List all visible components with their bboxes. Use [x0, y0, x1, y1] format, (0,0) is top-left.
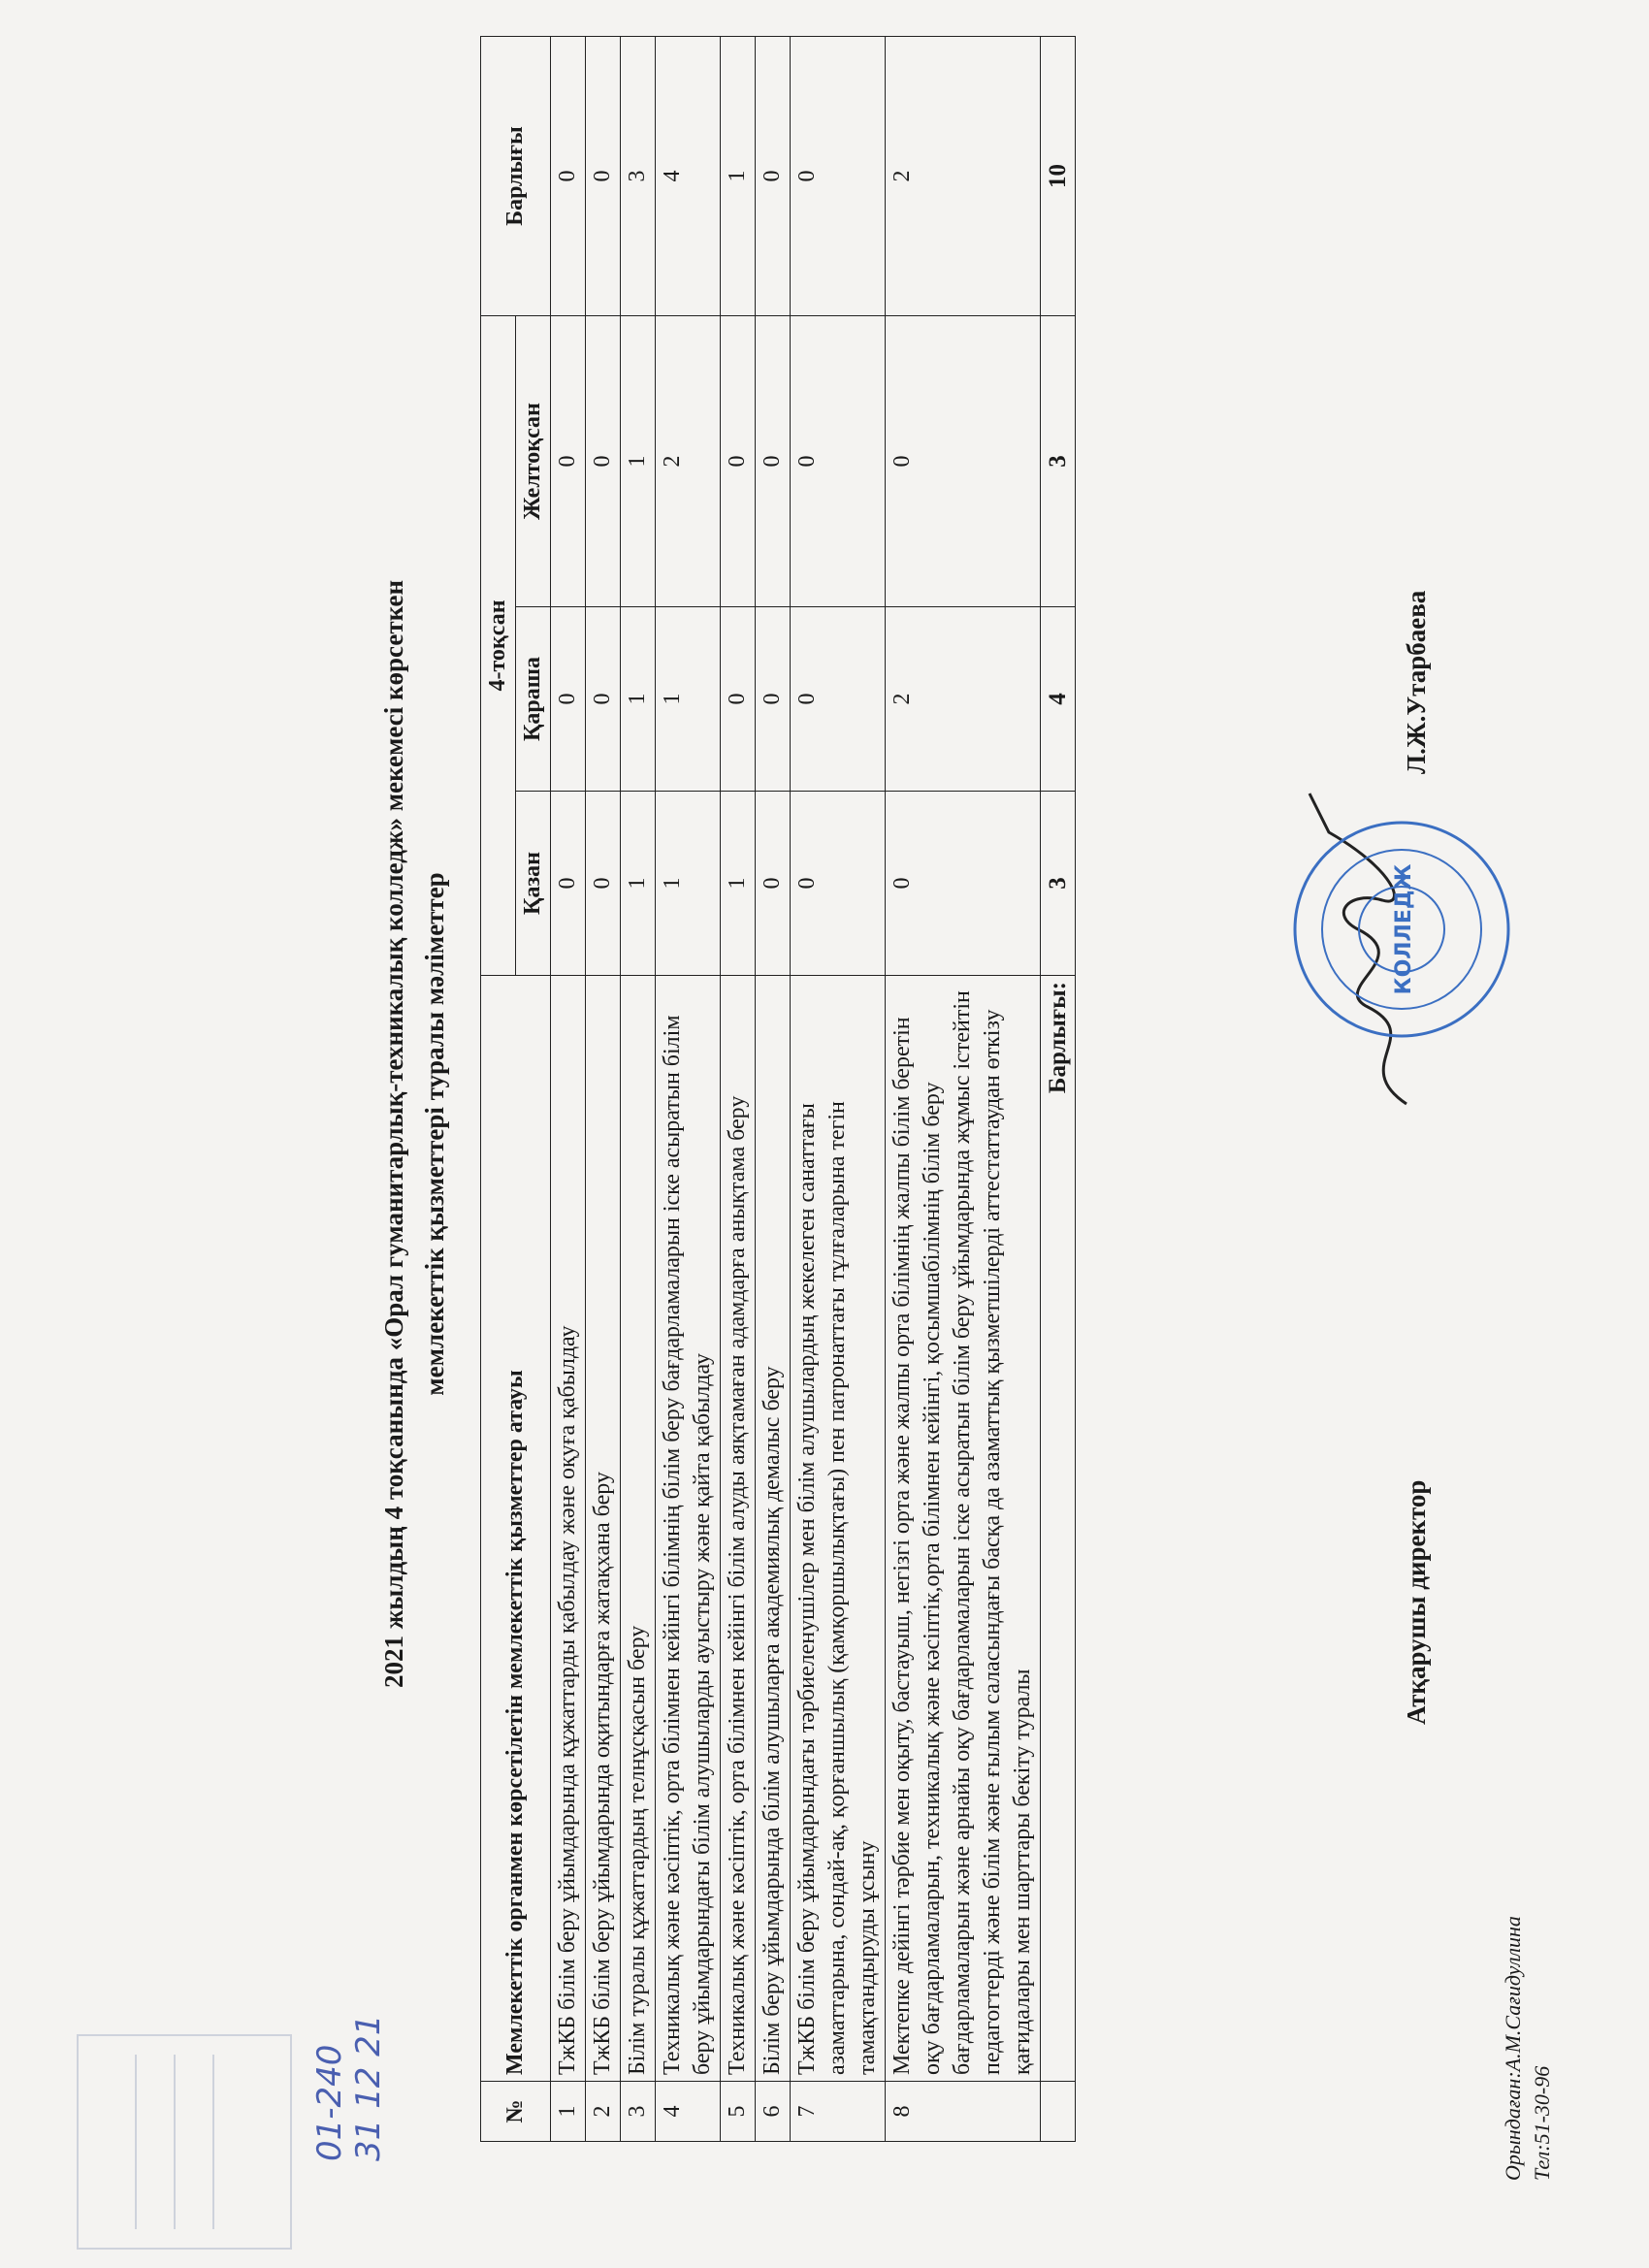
handwritten-registration-note	[310, 1909, 456, 2161]
official-seal	[1290, 818, 1513, 1041]
header-quarter: 4-тоқсан	[481, 315, 516, 975]
row-service-name: Мектепке дейінгі тәрбие мен оқыту, бастауыш, негізгі орта және жалпы орта білімнің жалпы білім беретін оқу бағдарламаларын, техникалық және кәсіптік,орта білімнен кейінгі, қосымшабілімнің білім беру бағдарламаларын және арнайы оқу бағдарламаларын іске асыратын білім беру ұйымдарында жұмыс істейтін педагогтерді және білім және ғылым саласындағы басқа да азаматтық қызметшілерді аттестаттаудан өткізу қағидалары мен шарттары бекіту туралы	[886, 976, 1041, 2082]
row-service-name: ТжКБ білім беру ұйымдарындағы тәрбиеленушілер мен білім алушылардың жекелеген санаттағы азаматтарына, сондай-ақ, қорғаншылық (қамқоршылықтағы) пен патронаттағы тұлғаларына тегін тамақтандыруды ұсыну	[791, 976, 886, 2082]
row-num: 6	[756, 2082, 791, 2142]
footer-phone: Тел:51-30-96	[1530, 2065, 1554, 2181]
row-value-november: 0	[756, 607, 791, 792]
row-value-december: 0	[756, 315, 791, 606]
row-service-name: Білім беру ұйымдарында білім алушыларға академиялық демалыс беру	[756, 976, 791, 2082]
row-value-november: 0	[551, 607, 586, 792]
row-value-october: 1	[721, 792, 756, 976]
row-num: 5	[721, 2082, 756, 2142]
header-total: Барлығы	[481, 36, 551, 315]
table-row	[586, 36, 621, 2141]
row-service-name: Техникалық және кәсіптік, орта білімнен кейінгі білімнің білім беру бағдарламаларын іске асыратын білім беру ұйымдарындағы білім алушыларды ауыстыру және қайта қабылдау	[656, 976, 721, 2082]
note-line-1: 01-240	[310, 2044, 349, 2161]
row-value-november: 0	[791, 607, 886, 792]
footer-block	[1499, 1916, 1557, 2181]
row-num: 1	[551, 2082, 586, 2142]
row-value-november: 1	[621, 607, 656, 792]
totals-october: 3	[1041, 792, 1076, 976]
row-value-october: 0	[756, 792, 791, 976]
row-value-october: 0	[886, 792, 1041, 976]
row-value-october: 1	[656, 792, 721, 976]
row-total: 1	[721, 36, 756, 315]
row-num: 2	[586, 2082, 621, 2142]
row-value-november: 2	[886, 607, 1041, 792]
table-row	[756, 36, 791, 2141]
table-row	[621, 36, 656, 2141]
totals-november: 4	[1041, 607, 1076, 792]
row-service-name: ТжКБ білім беру ұйымдарында құжаттарды қабылдау және оқуға қабылдау	[551, 976, 586, 2082]
row-value-november: 0	[721, 607, 756, 792]
header-service-name: Мемлекеттік органмен көрсетілетін мемлекеттік қызметтер атауы	[481, 976, 551, 2082]
row-value-october: 1	[621, 792, 656, 976]
totals-december: 3	[1041, 315, 1076, 606]
title-line-1: 2021 жылдың 4 тоқсанында «Орал гуманитарлық-техникалық колледж» мекемесі көрсеткен	[379, 579, 408, 1689]
row-value-december: 0	[721, 315, 756, 606]
row-total: 0	[551, 36, 586, 315]
row-value-november: 1	[656, 607, 721, 792]
table-header-row	[481, 36, 516, 2141]
note-line-2: 31 12 21	[349, 2014, 388, 2161]
row-total: 3	[621, 36, 656, 315]
row-value-december: 2	[656, 315, 721, 606]
header-month-december: Желтоқсан	[516, 315, 551, 606]
row-service-name: ТжКБ білім беру ұйымдарында оқитындарға жатақхана беру	[586, 976, 621, 2082]
row-num: 7	[791, 2082, 886, 2142]
header-month-november: Қараша	[516, 607, 551, 792]
row-value-december: 1	[621, 315, 656, 606]
totals-grand-total: 10	[1041, 36, 1076, 315]
row-num: 8	[886, 2082, 1041, 2142]
row-value-october: 0	[586, 792, 621, 976]
row-value-december: 0	[791, 315, 886, 606]
row-total: 0	[586, 36, 621, 315]
signature-role: Атқарушы директор	[1402, 1479, 1431, 1725]
table-row	[721, 36, 756, 2141]
row-value-december: 0	[886, 315, 1041, 606]
title-line-2: мемлекеттік қызметтері туралы мәліметтер	[420, 872, 449, 1396]
signature-name: Л.Ж.Утарбаева	[1402, 590, 1431, 774]
row-total: 4	[656, 36, 721, 315]
row-total: 0	[756, 36, 791, 315]
table-row	[886, 36, 1041, 2141]
table-row	[551, 36, 586, 2141]
table-totals-row	[1041, 36, 1076, 2141]
table-row	[791, 36, 886, 2141]
row-service-name: Білім туралы құжаттардың телнұсқасын беру	[621, 976, 656, 2082]
faded-corner-stamp	[58, 2016, 310, 2268]
header-month-october: Қазан	[516, 792, 551, 976]
row-total: 2	[886, 36, 1041, 315]
row-value-october: 0	[791, 792, 886, 976]
row-total: 0	[791, 36, 886, 315]
row-value-october: 0	[551, 792, 586, 976]
seal-text: КОЛЛЕДЖ	[1392, 863, 1416, 995]
table-row	[656, 36, 721, 2141]
row-value-december: 0	[586, 315, 621, 606]
row-value-november: 0	[586, 607, 621, 792]
footer-author: Орындаған:А.М.Сағидуллина	[1501, 1916, 1525, 2181]
totals-label: Барлығы:	[1041, 976, 1076, 2082]
totals-num-cell	[1041, 2082, 1076, 2142]
services-table	[480, 36, 1076, 2142]
row-service-name: Техникалық және кәсіптік, орта білімнен кейінгі білім алуды аяқтамаған адамдарға анықтама беру	[721, 976, 756, 2082]
header-num: №	[481, 2082, 551, 2142]
row-value-december: 0	[551, 315, 586, 606]
row-num: 3	[621, 2082, 656, 2142]
row-num: 4	[656, 2082, 721, 2142]
